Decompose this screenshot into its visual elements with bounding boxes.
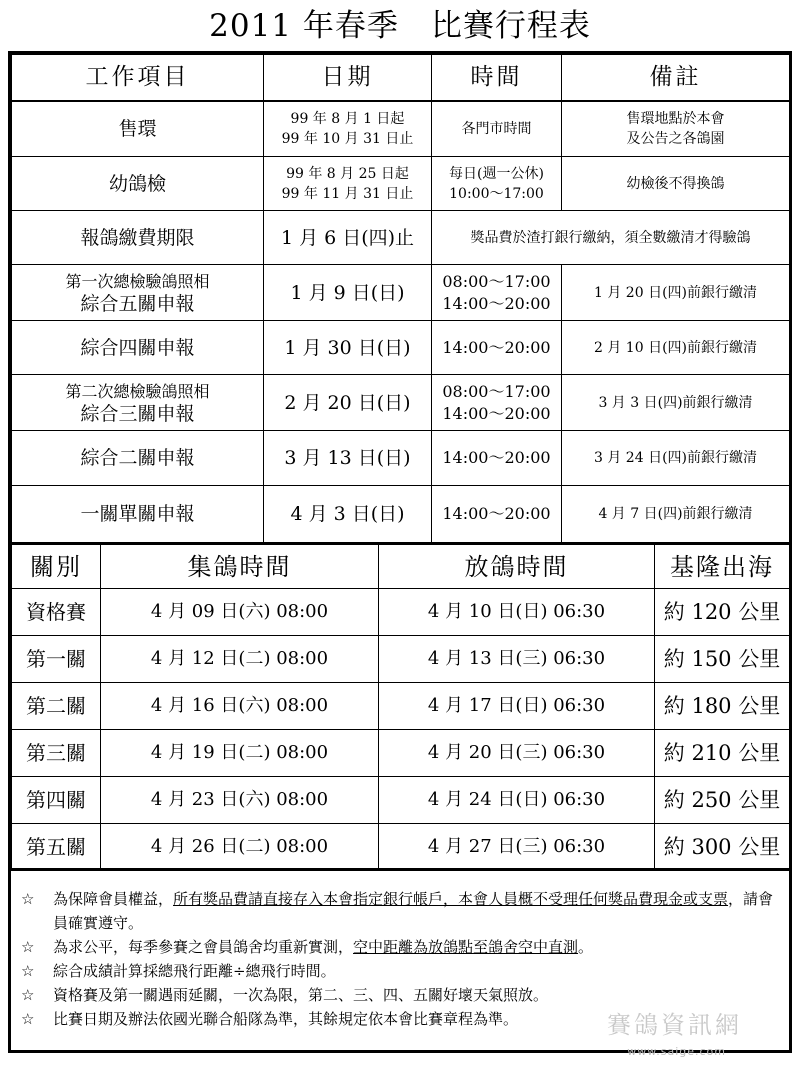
time-cell: 14:00～20:00 (432, 321, 562, 375)
work-item (12, 265, 264, 321)
distance: 約 150 公里 (655, 636, 790, 683)
note-item (11, 935, 789, 959)
note-cell: 2 月 10 日(四)前銀行繳清 (562, 321, 790, 375)
schedule-row (12, 265, 790, 321)
schedule-header-row (12, 55, 790, 101)
time-line: 14:00～20:00 (442, 403, 551, 423)
race-row (12, 683, 790, 730)
race-schedule-table (11, 542, 790, 870)
note-cell (562, 101, 790, 157)
race-level: 第一關 (12, 636, 101, 683)
note-item (11, 983, 789, 1007)
header-work-item: 工作項目 (12, 55, 264, 101)
schedule-row (12, 431, 790, 486)
distance: 約 180 公里 (655, 683, 790, 730)
collect-time: 4 月 16 日(六) 08:00 (101, 683, 379, 730)
race-level: 資格賽 (12, 589, 101, 636)
work-item: 售環 (12, 101, 264, 157)
note-text: 為保障會員權益， (53, 890, 174, 908)
work-item-line: 綜合五關申報 (80, 292, 195, 315)
time-cell: 14:00～20:00 (432, 431, 562, 486)
collect-time: 4 月 26 日(二) 08:00 (101, 824, 379, 870)
work-item (12, 375, 264, 431)
date-line: 99 年 8 月 25 日起 (286, 165, 409, 182)
note-text: 資格賽及第一關遇雨延關，一次為限，第二、三、四、五關好壞天氣照放。 (53, 986, 549, 1004)
work-item-line: 第一次總檢驗鴿照相 (65, 271, 210, 291)
release-time: 4 月 27 日(三) 06:30 (379, 824, 655, 870)
note-line: 及公告之各鴿園 (626, 130, 725, 147)
header-level: 關別 (12, 544, 101, 589)
header-release-time: 放鴿時間 (379, 544, 655, 589)
work-item: 幼鴿檢 (12, 157, 264, 211)
race-level: 第四關 (12, 777, 101, 824)
header-distance: 基隆出海 (655, 544, 790, 589)
schedule-row (12, 101, 790, 157)
date-cell: 4 月 3 日(日) (264, 486, 432, 543)
merged-note-cell: 獎品費於渣打銀行繳納，須全數繳清才得驗鴿 (432, 211, 790, 265)
release-time: 4 月 20 日(三) 06:30 (379, 730, 655, 777)
watermark-url: www.saige.com (627, 1045, 726, 1058)
work-item: 綜合二關申報 (12, 431, 264, 486)
time-line: 08:00～17:00 (442, 381, 551, 401)
header-remarks: 備註 (562, 55, 790, 101)
collect-time: 4 月 09 日(六) 08:00 (101, 589, 379, 636)
distance: 約 120 公里 (655, 589, 790, 636)
date-cell: 2 月 20 日(日) (264, 375, 432, 431)
schedule-row (12, 157, 790, 211)
work-item: 報鴿繳費期限 (12, 211, 264, 265)
race-row (12, 636, 790, 683)
schedule-row (12, 375, 790, 431)
collect-time: 4 月 12 日(二) 08:00 (101, 636, 379, 683)
time-cell: 14:00～20:00 (432, 486, 562, 543)
date-cell (264, 101, 432, 157)
race-row (12, 730, 790, 777)
page-title: 2011 年春季 比賽行程表 (209, 8, 591, 44)
time-line: 10:00～17:00 (449, 185, 544, 202)
release-time: 4 月 24 日(日) 06:30 (379, 777, 655, 824)
time-cell (432, 265, 562, 321)
note-cell: 3 月 24 日(四)前銀行繳清 (562, 431, 790, 486)
star-icon: ☆ (21, 890, 35, 908)
time-cell (432, 157, 562, 211)
distance: 約 250 公里 (655, 777, 790, 824)
schedule-row (12, 321, 790, 375)
schedule-row (12, 486, 790, 543)
note-item (11, 959, 789, 983)
note-cell: 4 月 7 日(四)前銀行繳清 (562, 486, 790, 543)
note-item (11, 887, 789, 935)
time-line: 14:00～20:00 (442, 293, 551, 313)
header-time: 時間 (432, 55, 562, 101)
distance: 約 210 公里 (655, 730, 790, 777)
date-cell: 1 月 30 日(日) (264, 321, 432, 375)
collect-time: 4 月 23 日(六) 08:00 (101, 777, 379, 824)
time-cell: 各門市時間 (432, 101, 562, 157)
note-text: 為求公平，每季參賽之會員鴿舍均重新實測， (53, 938, 354, 956)
race-row (12, 589, 790, 636)
work-item: 綜合四關申報 (12, 321, 264, 375)
release-time: 4 月 13 日(三) 06:30 (379, 636, 655, 683)
date-line: 99 年 10 月 31 日止 (281, 130, 414, 147)
header-collect-time: 集鴿時間 (101, 544, 379, 589)
time-cell (432, 375, 562, 431)
work-item: 一關單關申報 (12, 486, 264, 543)
distance: 約 300 公里 (655, 824, 790, 870)
release-time: 4 月 10 日(日) 06:30 (379, 589, 655, 636)
date-cell: 3 月 13 日(日) (264, 431, 432, 486)
note-text: 綜合成績計算採總飛行距離÷總飛行時間。 (53, 962, 336, 980)
race-header-row (12, 544, 790, 589)
watermark-logo: 賽鴿資訊網 (607, 1011, 742, 1039)
note-line: 售環地點於本會 (626, 110, 725, 127)
note-text: ，請會員確實遵守。 (53, 890, 774, 932)
date-cell: 1 月 9 日(日) (264, 265, 432, 321)
note-text: 比賽日期及辦法依國光聯合船隊為準，其餘規定依本會比賽章程為準。 (53, 1010, 519, 1028)
date-line: 99 年 11 月 31 日止 (281, 185, 414, 202)
race-row (12, 777, 790, 824)
note-cell: 3 月 3 日(四)前銀行繳清 (562, 375, 790, 431)
work-schedule-table (11, 54, 790, 543)
race-level: 第二關 (12, 683, 101, 730)
star-icon: ☆ (21, 962, 35, 980)
race-level: 第三關 (12, 730, 101, 777)
date-cell (264, 157, 432, 211)
header-date: 日期 (264, 55, 432, 101)
race-row (12, 824, 790, 870)
note-cell: 幼檢後不得換鴿 (562, 157, 790, 211)
date-line: 99 年 8 月 1 日起 (290, 110, 405, 127)
note-text: 。 (578, 938, 594, 956)
time-line: 每日(週一公休) (449, 165, 544, 182)
note-cell: 1 月 20 日(四)前銀行繳清 (562, 265, 790, 321)
work-item-line: 綜合三關申報 (80, 402, 195, 425)
schedule-row (12, 211, 790, 265)
date-cell: 1 月 6 日(四)止 (264, 211, 432, 265)
note-text-underlined: 空中距離為放鴿點至鴿舍空中直測 (353, 938, 579, 956)
star-icon: ☆ (21, 1010, 35, 1028)
collect-time: 4 月 19 日(二) 08:00 (101, 730, 379, 777)
note-text-underlined: 所有獎品費請直接存入本會指定銀行帳戶，本會人員概不受理任何獎品費現金或支票 (173, 890, 729, 908)
time-line: 08:00～17:00 (442, 271, 551, 291)
release-time: 4 月 17 日(日) 06:30 (379, 683, 655, 730)
work-item-line: 第二次總檢驗鴿照相 (65, 381, 210, 401)
star-icon: ☆ (21, 986, 35, 1004)
star-icon: ☆ (21, 938, 35, 956)
race-level: 第五關 (12, 824, 101, 870)
